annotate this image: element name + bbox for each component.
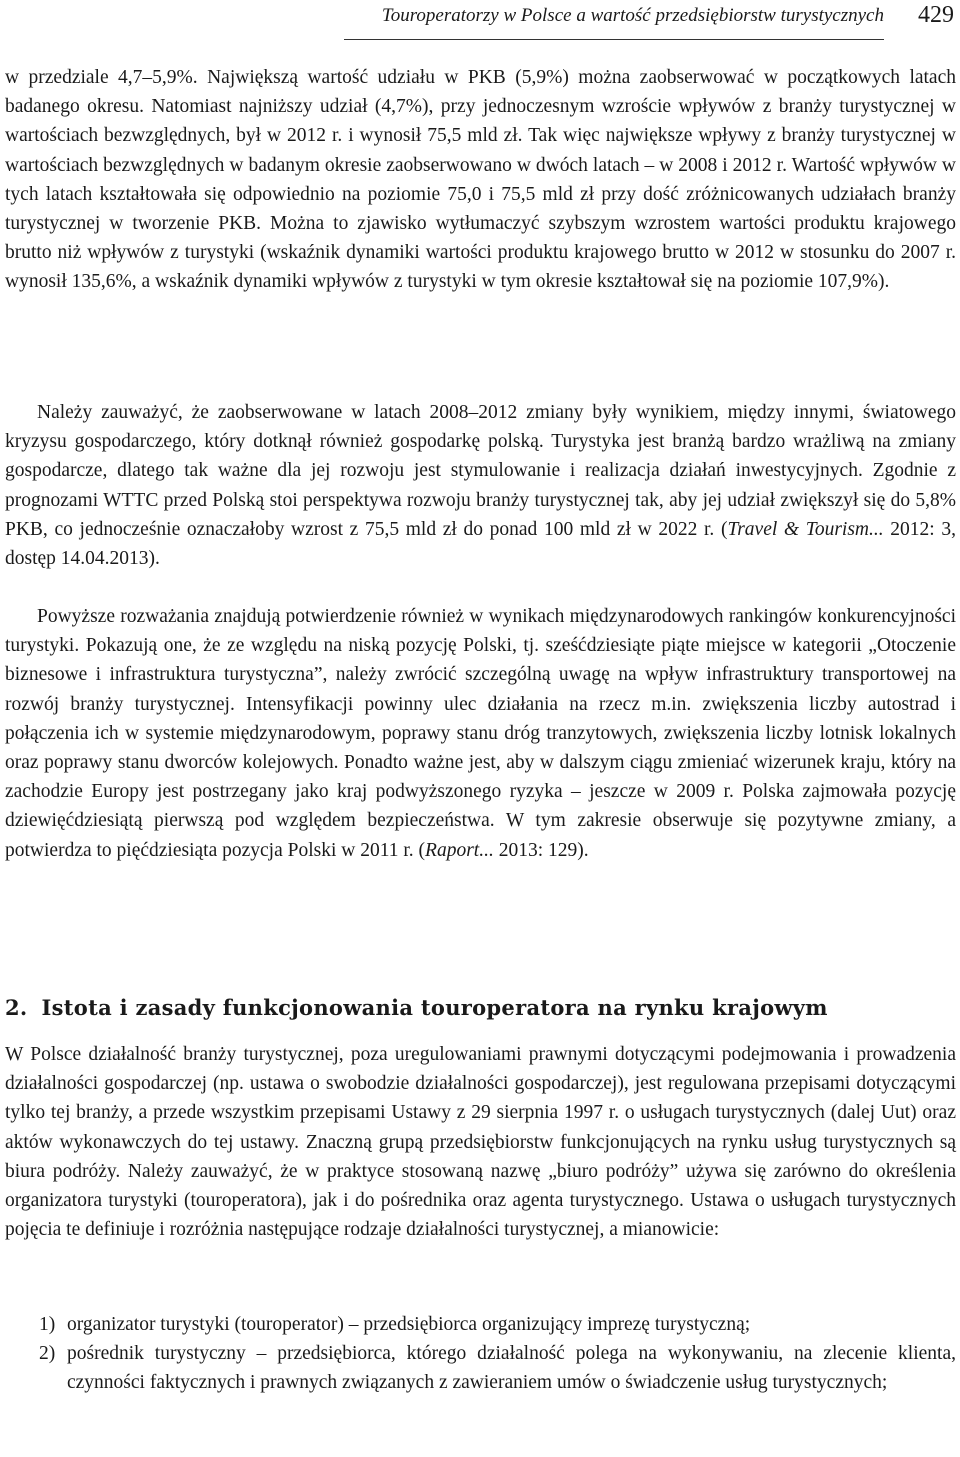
- paragraph-text: Powyższe rozważania znajdują potwierdzenie również w wynikach międzynarodowych rankingów konkurencyjności turystyki. Pokazują one, że ze względu na niską pozycję Polski, tj. sześćdziesiąte piąte miejsce w kategorii „Otoczenie biznesowe i infrastruktura turystyczna”, należy zwrócić szczególną uwagę na wpływ infrastruktury transportowej na rozwój branży turystycznej. Intensyfikacji powinny ulec działania na rzecz m.in. zwiększenia liczby autostrad i połączenia ich w systemie międzynarodowym, poprawy stanu dróg tranzytowych, zwiększenia liczby lotnisk lokalnych oraz poprawy stanu dworców kolejowych. Ponadto ważne jest, aby w dalszym ciągu zmieniać wizerunek kraju, który na zachodzie Europy jest postrzegany jako kraj podwyższonego ryzyka – jeszcze w 2009 r. Polska zajmowała pozycję dziewięćdziesiątą pierwszą pod względem bezpieczeństwa. W tym zakresie obserwuje się pozytywne zmiany, a potwierdza to pięćdziesiąta pozycja Polski w 2011 r. (: [5, 606, 956, 861]
- paragraph-travel-agencies: [5, 1040, 956, 1244]
- section-title: Istota i zasady funkcjonowania touroperatora na rynku krajowym: [41, 995, 828, 1020]
- list-marker: 1): [39, 1314, 56, 1335]
- section-number: 2.: [5, 995, 28, 1020]
- paragraph-text: W Polsce działalność branży turystycznej, poza uregulowaniami prawnymi dotyczącymi podejmowania i prowadzenia działalności gospodarczej (np. ustawa o swobodzie działalności gospodarczej), jest regulowana przepisami dotyczącymi tylko tej branży, a przede wszystkim przepisami Ustawy z 29 sierpnia 1997 r. o usługach turystycznych (dalej Uut) oraz aktów wykonawczych do tej ustawy. Znaczną grupą przedsiębiorstw funkcjonujących na rynku usług turystycznych są biura podróży. Należy zauważyć, że w praktyce stosowaną nazwę „biuro podróży” używa się zarówno do określenia organizatora turystyki (touroperatora), jak i do pośrednika oraz agenta turystycznego. Ustawa o usługach turystycznych pojęcia te definiuje i rozróżnia następujące rodzaje działalności turystycznej, a mianowicie:: [5, 1044, 956, 1241]
- citation-rest: 2013: 129).: [493, 839, 589, 861]
- running-header: [0, 0, 960, 44]
- activity-types-list: [5, 1310, 956, 1398]
- list-item-text: organizator turystyki (touroperator) – przedsiębiorca organizujący imprezę turystyczną;: [67, 1314, 751, 1335]
- paragraph-text: w przedziale 4,7–5,9%. Największą wartość udziału w PKB (5,9%) można zaobserwować w początkowych latach badanego okresu. Natomiast najniższy udział (4,7%), przy jednoczesnym wzroście wpływów z branży turystycznej w wartościach bezwzględnych, był w 2012 r. i wynosił 75,5 mld zł. Tak więc największe wpływy z branży turystycznej w wartościach bezwzględnych w badanym okresie zaobserwowano w dwóch latach – w 2008 i 2012 r. Wartość wpływów w tych latach kształtowała się odpowiednio na poziomie 75,0 i 75,5 mld zł przy dość zróżnicowanych udziałach branży turystycznej w tworzenie PKB. Można to zjawisko wytłumaczyć szybszym wzrostem wartości produktu krajowego brutto niż wpływów z turystyki (wskaźnik dynamiki wartości produktu krajowego brutto w 2012 w stosunku do 2007 r. wynosił 135,6%, a wskaźnik dynamiki wpływów z turystyki w tym okresie kształtował się na poziomie 107,9%).: [5, 67, 956, 293]
- citation-rest: 2012: 3, dostęp 14.04.2013).: [5, 518, 956, 570]
- section-heading: [5, 993, 956, 1023]
- paragraph-crisis: [5, 398, 956, 573]
- running-title: Touroperatorzy w Polsce a wartość przedsiębiorstw turystycznych: [381, 5, 884, 26]
- list-item-text: pośrednik turystyczny – przedsiębiorca, którego działalność polega na wykonywaniu, na zlecenie klienta, czynności faktycznych i prawnych związanych z zawieraniem umów o świadczenie usług turystycznych;: [67, 1343, 956, 1394]
- paragraph-text: Należy zauważyć, że zaobserwowane w latach 2008–2012 zmiany były wynikiem, między innymi, światowego kryzysu gospodarczego, który dotknął również gospodarkę polską. Turystyka jest branżą bardzo wrażliwą na zmiany gospodarcze, dlatego tak ważne dla jej rozwoju jest stymulowanie i realizacja działań inwestycyjnych. Zgodnie z prognozami WTTC przed Polską stoi perspektywa rozwoju branży turystycznej tak, aby jej udział zwiększył się do 5,8% PKB, co jednocześnie oznaczałoby wzrost z 75,5 mld zł do ponad 100 mld zł w 2022 r. (: [5, 402, 956, 540]
- page-number: 429: [918, 2, 954, 28]
- list-item: [5, 1339, 956, 1397]
- citation-title: Travel & Tourism...: [727, 518, 884, 540]
- citation-title: Raport...: [425, 839, 494, 861]
- paragraph-competitiveness: [5, 602, 956, 865]
- paragraph-gdp-share: [5, 63, 956, 297]
- header-rule: [344, 39, 884, 40]
- list-item: [5, 1310, 956, 1339]
- list-marker: 2): [39, 1343, 56, 1365]
